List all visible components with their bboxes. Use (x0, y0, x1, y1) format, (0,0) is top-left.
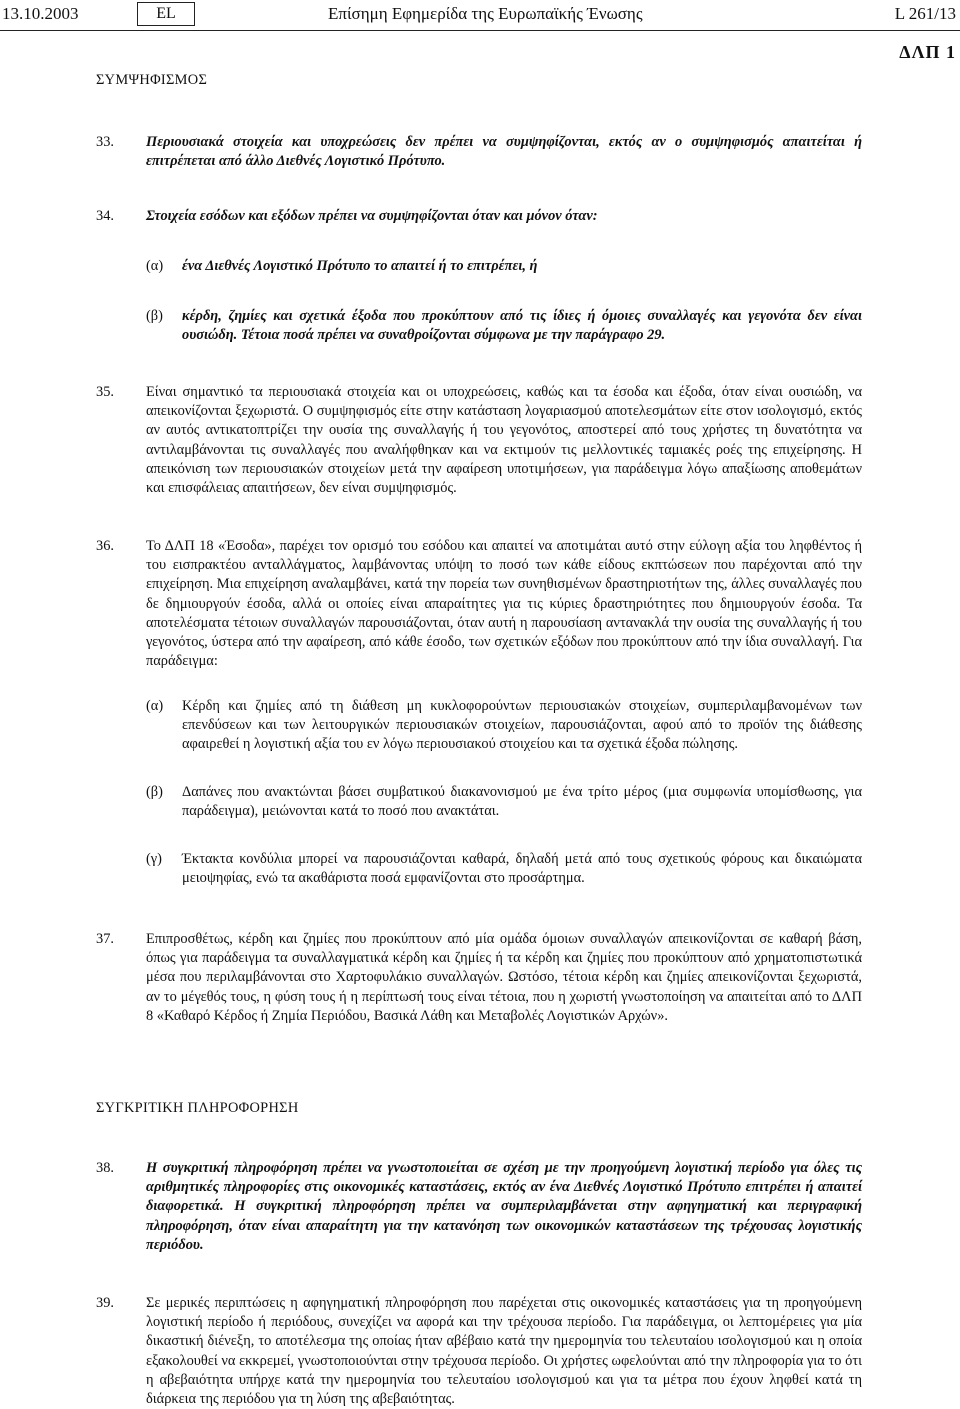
paragraph-text: Επιπροσθέτως, κέρδη και ζημίες που προκύπτουν από μία ομάδα όμοιων συναλλαγών απεικονίζονται σε καθαρή βάση, όπως για παράδειγμα τα συναλλαγματικά κέρδη και ζημίες ή τα κέρδη και ζημίες που προκύπτουν από χρηματοπιστωτικά μέσα που περιλαμβάνονται στο Χαρτοφυλάκιο συναλλαγών. Ωστόσο, τέτοια κέρδη και ζημίες απεικονίζονται ξεχωριστά, αν το μέγεθός τους, η φύση τους ή η περίπτωσή τους είναι τέτοια, που η χωριστή γνωστοποίηση να απαιτείται από το ΔΛΠ 8 «Καθαρό Κέρδος ή Ζημία Περιόδου, Βασικά Λάθη και Μεταβολές Λογιστικών Αρχών». (146, 931, 862, 1024)
paragraph-text: Στοιχεία εσόδων και εξόδων πρέπει να συμψηφίζονται όταν και μόνον όταν: (146, 208, 598, 224)
list-label: (α) (146, 698, 164, 714)
list-text: ένα Διεθνές Λογιστικό Πρότυπο το απαιτεί ή το επιτρέπει, ή (182, 258, 538, 274)
list-label: (β) (146, 308, 163, 324)
header-language-box: EL (137, 2, 195, 26)
paragraph-text: Σε μερικές περιπτώσεις η αφηγηματική πληροφόρηση που παρέχεται στις οικονομικές καταστάσεις για τη προηγούμενη λογιστική περίοδο ή περιόδους, συνεχίζει να αφορά και την τρέχουσα περίοδο. Για παράδειγμα, οι λεπτομέρειες για μία δικαστική διένεξη, το αποτέλεσμα της οποίας ήταν αβέβαιο κατά την ημερομηνία του τελευταίου ισολογισμού και η οποία εξακολουθεί να εκκρεμεί, γνωστοποιούνται στην τρέχουσα περίοδο. Οι χρήστες ωφελούνται από την πληροφορία για το ότι η αβεβαιότητα υπήρχε κατά την ημερομηνία του τελευταίου ισολογισμού και για τα μέτρα που έχουν ληφθεί κατά τη διάρκεια της περιόδου για τη λύση της αβεβαιότητας. (146, 1295, 862, 1408)
section-heading-comparative: ΣΥΓΚΡΙΤΙΚΗ ΠΛΗΡΟΦΟΡΗΣΗ (96, 1100, 299, 1116)
header-date: 13.10.2003 (2, 4, 79, 23)
header-journal-title: Επίσημη Εφημερίδα της Ευρωπαϊκής Ένωσης (328, 4, 643, 23)
header-rule (0, 30, 960, 31)
paragraph-number: 34. (96, 208, 114, 224)
paragraph-text: Το ΔΛΠ 18 «Έσοδα», παρέχει τον ορισμό του εσόδου και απαιτεί να αποτιμάται αυτό στην εύλογη αξία του ληφθέντος ή του εισπρακτέου ανταλλάγματος, λαμβάνοντας υπόψη το ποσό των κάθε είδους εκπτώσεων που παρέχονται από την επιχείρηση. Μια επιχείρηση αναλαμβάνει, κατά την πορεία των συνηθισμένων δραστηριοτήτων της, άλλες συναλλαγές που δε δημιουργούν έσοδα, αλλά οι οποίες είναι απαραίτητες για τις κύριες δραστηριότητες που δημιουργούν έσοδα. Τα αποτελέσματα τέτοιων συναλλαγών παρουσιάζονται, όταν αυτή η παρουσίαση αντανακλά την ουσία της συναλλαγής ή του γεγονότος, ύστερα από την αφαίρεση, από κάθε έσοδο, των σχετικών εξόδων που προκύπτουν από την ίδια συναλλαγή. Για παράδειγμα: (146, 538, 862, 670)
list-label: (γ) (146, 851, 162, 867)
list-text: Έκτακτα κονδύλια μπορεί να παρουσιάζονται καθαρά, δηλαδή μετά από τους σχετικούς φόρους και δικαιώματα μειοψηφίας, ενώ τα ακαθάριστα ποσά εμφανίζονται στο προσάρτημα. (182, 851, 862, 887)
paragraph-number: 37. (96, 931, 114, 947)
paragraph-text: Περιουσιακά στοιχεία και υποχρεώσεις δεν πρέπει να συμψηφίζονται, εκτός αν ο συμψηφισμός απαιτείται ή επιτρέπεται από άλλο Διεθνές Λογιστικό Πρότυπο. (146, 134, 862, 170)
list-label: (β) (146, 784, 163, 800)
paragraph-number: 39. (96, 1295, 114, 1311)
header-page-ref: L 261/13 (894, 4, 956, 23)
list-label: (α) (146, 258, 164, 274)
paragraph-text: Είναι σημαντικό τα περιουσιακά στοιχεία και οι υποχρεώσεις, καθώς και τα έσοδα και έξοδα, όταν είναι ουσιώδη, να απεικονίζονται ξεχωριστά. Ο συμψηφισμός είτε στην κατάσταση λογαριασμού αποτελεσμάτων είτε στον ισολογισμό, εκτός αν αυτός αντικατοπτρίζει την ουσία της συναλλαγής ή του γεγονότος, αποστερεί από τους χρήστες τη δυνατότητα να αντιλαμβάνονται τις συναλλαγές που αναλήφθηκαν και να εκτιμούν τις μελλοντικές ταμιακές ροές της επιχείρησης. Η απεικόνιση των περιουσιακών στοιχείων μετά την αφαίρεση υποτιμήσεων, για παράδειγμα λόγω απαξίωσης αποθεμάτων και επισφάλειας απαιτήσεων, δεν είναι συμψηφισμός. (146, 384, 862, 497)
list-text: Δαπάνες που ανακτώνται βάσει συμβατικού διακανονισμού με ένα τρίτο μέρος (μια συμφωνία υπομίσθωσης, για παράδειγμα), μειώνονται κατά το ποσό που ανακτάται. (182, 784, 862, 820)
paragraph-text: Η συγκριτική πληροφόρηση πρέπει να γνωστοποιείται σε σχέση με την προηγούμενη λογιστική περίοδο για όλες τις αριθμητικές πληροφορίες στις οικονομικές καταστάσεις, εκτός αν ένα Διεθνές Λογιστικό Πρότυπο επιτρέπει ή απαιτεί διαφορετικά. Η συγκριτική πληροφόρηση πρέπει να συμπεριλαμβάνεται στην αφηγηματική και περιγραφική πληροφόρηση, όταν είναι απαραίτητη για την κατανόηση των οικονομικών καταστάσεων της τρέχουσας λογιστικής περιόδου. (146, 1160, 862, 1253)
section-heading-offsetting: ΣΥΜΨΗΦΙΣΜΟΣ (96, 72, 208, 88)
list-text: κέρδη, ζημίες και σχετικά έξοδα που προκύπτουν από τις ίδιες ή όμοιες συναλλαγές και γεγονότα δεν είναι ουσιώδη. Τέτοια ποσά πρέπει να συναθροίζονται σύμφωνα με την παράγραφο 29. (182, 308, 862, 344)
paragraph-number: 33. (96, 134, 114, 150)
standard-code: ΔΛΠ 1 (899, 42, 956, 62)
paragraph-number: 38. (96, 1160, 114, 1176)
list-text: Κέρδη και ζημίες από τη διάθεση μη κυκλοφορούντων περιουσιακών στοιχείων, συμπεριλαμβανομένων των επενδύσεων και των λειτουργικών περιουσιακών στοιχείων, παρουσιάζονται, αφού από το προϊόν της διάθεσης αφαιρεθεί η λογιστική αξία του εν λόγω περιουσιακού στοιχείου και τα σχετικά έξοδα πώλησης. (182, 698, 862, 753)
paragraph-number: 36. (96, 538, 114, 554)
paragraph-number: 35. (96, 384, 114, 400)
